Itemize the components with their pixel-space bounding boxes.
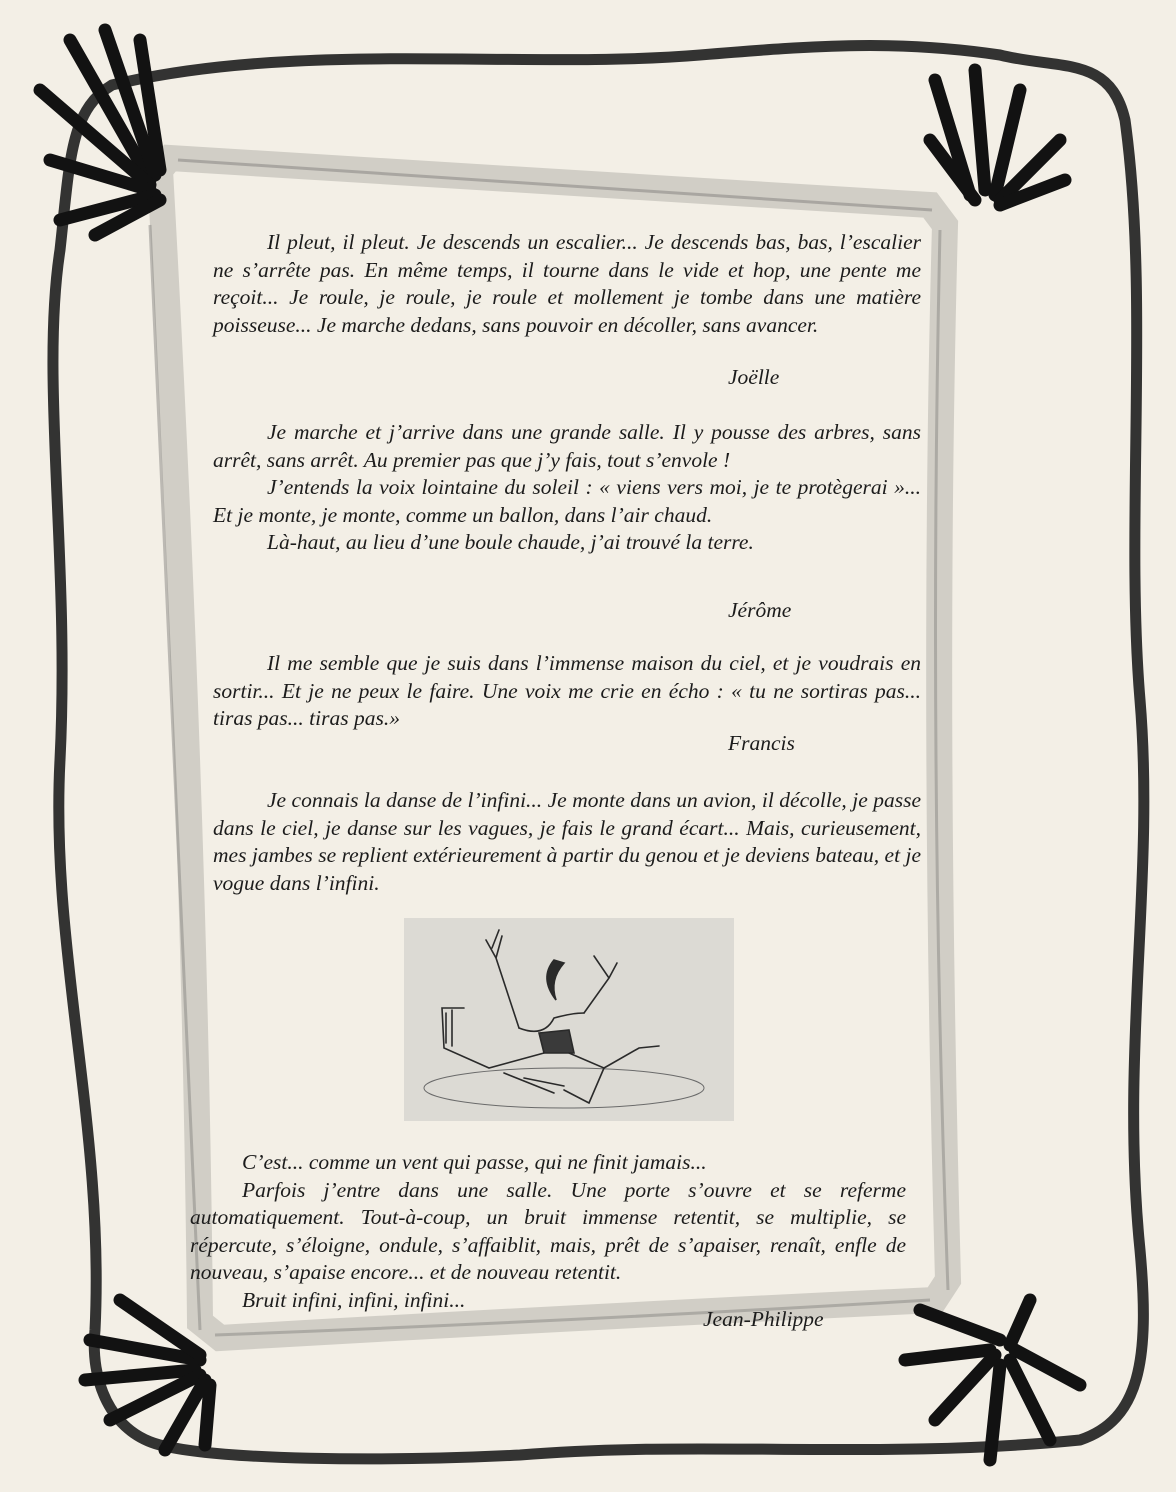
story-paragraph: J’entends la voix lointaine du soleil : « viens vers moi, je te protègerai »... Et je monte, je monte, comme un ballon, dans l’air chaud. [213, 475, 921, 527]
story-paragraph: Là-haut, au lieu d’une boule chaude, j’ai trouvé la terre. [267, 530, 754, 554]
story-paragraph: Bruit infini, infini, infini... [242, 1287, 466, 1312]
story-paragraph: Parfois j’entre dans une salle. Une porte s’ouvre et se referme automatiquement. Tout-à-coup, un bruit immense retentit, se multiplie, se répercute, s’éloigne, ondule, s’affaiblit, mais, prêt de s’apaiser, renaît, enfle de nouveau, s’apaise encore... et de nouveau retentit. [190, 1177, 906, 1284]
author-signature: Joëlle [728, 365, 780, 389]
author-signature: Francis [728, 731, 795, 755]
story-jerome [213, 419, 921, 557]
dancing-figure-illustration [404, 918, 734, 1121]
story-infini [213, 787, 921, 897]
story-paragraph: Je connais la danse de l’infini... Je monte dans un avion, il décolle, je passe dans le ciel, je danse sur les vagues, je fais le grand écart... Mais, curieusement, mes jambes se replient extérieurement à partir du genou et je deviens bateau, et je vogue dans l’infini. [213, 788, 921, 895]
dancing-figure-icon [404, 918, 734, 1121]
story-francis [213, 650, 921, 733]
story-paragraph: C’est... comme un vent qui passe, qui ne finit jamais... [242, 1150, 707, 1174]
author-signature: Jean-Philippe [703, 1307, 824, 1331]
author-signature: Jérôme [728, 598, 792, 622]
story-paragraph: Il pleut, il pleut. Je descends un escalier... Je descends bas, bas, l’escalier ne s’arrête pas. En même temps, il tourne dans le vide et hop, une pente me reçoit... Je roule, je roule, je roule et mollement je tombe dans une matière poisseuse... Je marche dedans, sans pouvoir en décoller, sans avancer. [213, 230, 921, 337]
story-jean-philippe [190, 1149, 906, 1314]
story-paragraph: Je marche et j’arrive dans une grande salle. Il y pousse des arbres, sans arrêt, sans arrêt. Au premier pas que j’y fais, tout s’envole ! [213, 420, 921, 472]
story-paragraph: Il me semble que je suis dans l’immense maison du ciel, et je voudrais en sortir... Et je ne peux le faire. Une voix me crie en écho : « tu ne sortiras pas... tiras pas... tiras pas.» [213, 651, 921, 730]
story-joelle [213, 229, 921, 339]
